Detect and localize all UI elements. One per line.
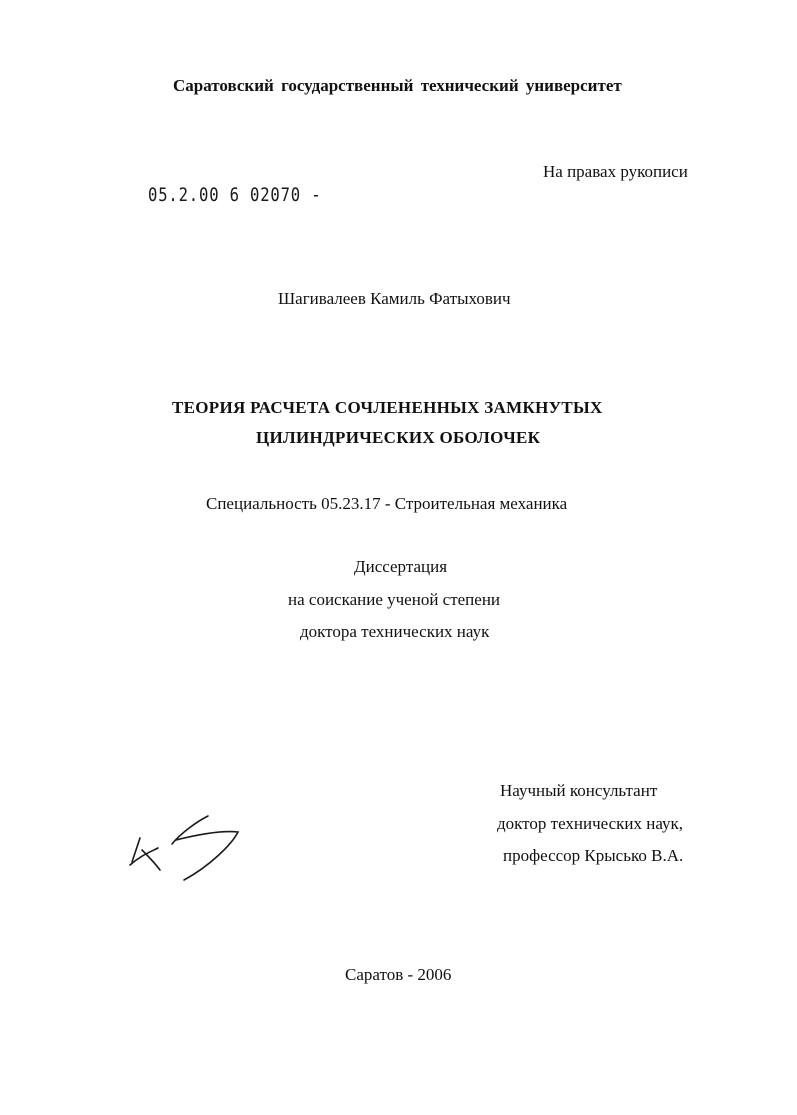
degree-line-3: доктора технических наук	[300, 622, 490, 641]
handwritten-signature	[120, 810, 250, 890]
thesis-title-line-1: ТЕОРИЯ РАСЧЕТА СОЧЛЕНЕННЫХ ЗАМКНУТЫХ	[172, 398, 603, 417]
advisor-line-1: Научный консультант	[500, 781, 658, 800]
advisor-line-2: доктор технических наук,	[497, 814, 684, 833]
degree-line-1: Диссертация	[354, 557, 448, 576]
manuscript-note: На правах рукописи	[543, 162, 688, 181]
city-year: Саратов - 2006	[345, 965, 452, 984]
author-name: Шагивалеев Камиль Фатыхович	[278, 289, 511, 308]
advisor-line-3: профессор Крысько В.А.	[503, 846, 684, 865]
thesis-title-line-2: ЦИЛИНДРИЧЕСКИХ ОБОЛОЧЕК	[256, 428, 541, 447]
registry-stamp: 05.2.00 6 02070 -	[148, 184, 322, 206]
university-name: Саратовский государственный технический университет	[173, 76, 622, 95]
degree-line-2: на соискание ученой степени	[288, 590, 501, 609]
specialty: Специальность 05.23.17 - Строительная механика	[206, 494, 568, 513]
